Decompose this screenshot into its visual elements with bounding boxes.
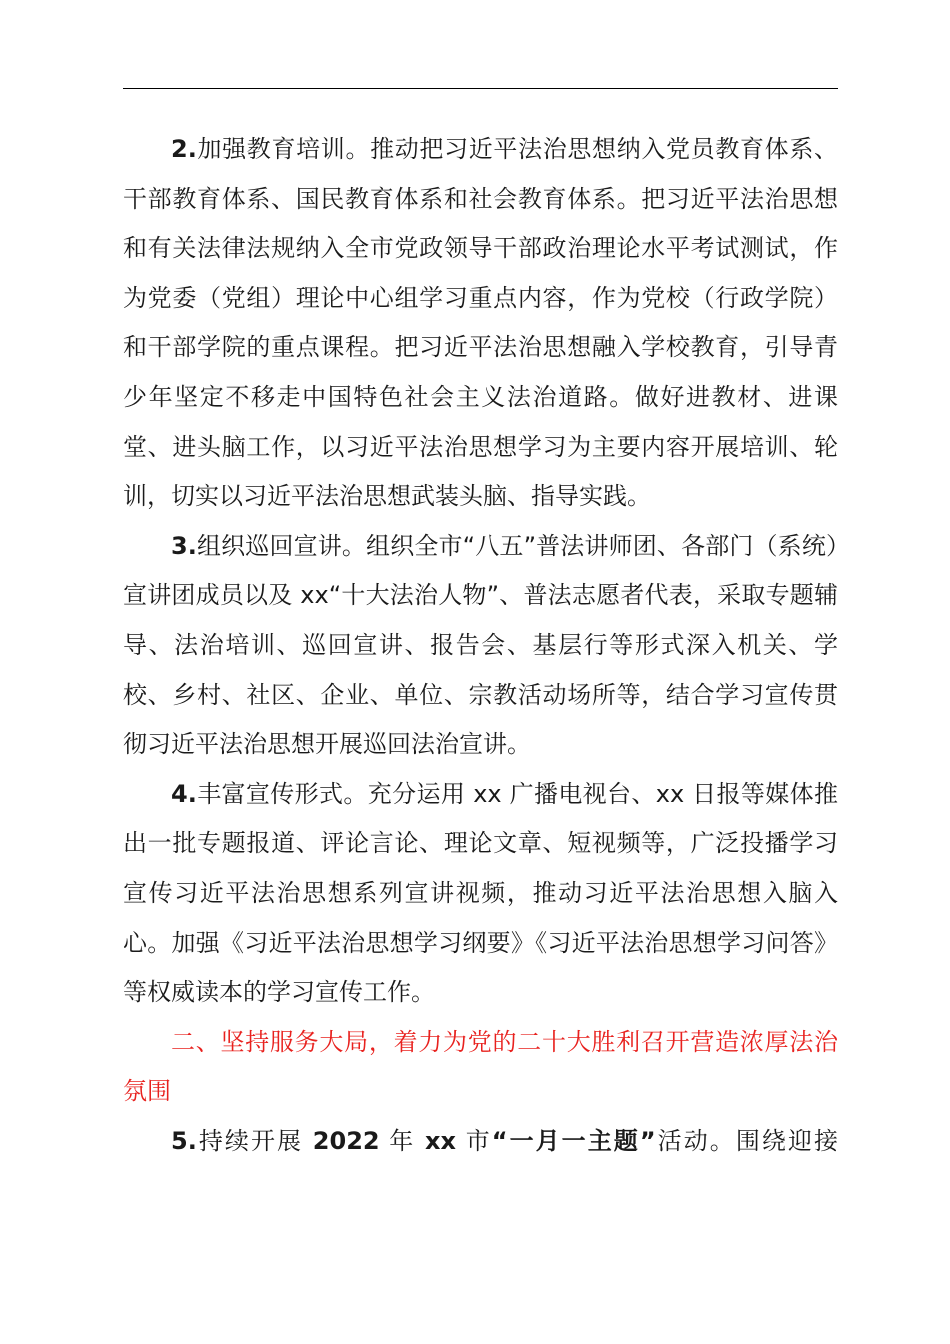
paragraph-5 — [123, 1117, 838, 1167]
year-value: 2022 — [312, 1126, 380, 1155]
city-name: xx — [425, 1126, 456, 1155]
paragraph-lead: 持续开展 — [196, 1126, 304, 1155]
paragraph-number: 4. — [171, 779, 197, 808]
document-body — [123, 125, 838, 1166]
city-unit: 市 — [465, 1126, 492, 1155]
theme-title: “一月一主题” — [491, 1126, 656, 1155]
paragraph-text: 组织巡回宣讲。组织全市“八五”普法讲师团、各部门（系统）宣讲团成员以及 xx“十大法治人物”、普法志愿者代表，采取专题辅导、法治培训、巡回宣讲、报告会、基层行等形式深入机关、学校、乡村、社区、企业、单位、宗教活动场所等，结合学习宣传贯彻习近平法治思想开展巡回法治宣讲。 — [123, 531, 838, 759]
paragraph-number: 3. — [171, 531, 197, 560]
paragraph-3 — [123, 522, 838, 770]
paragraph-2 — [123, 125, 838, 522]
header-rule — [123, 88, 838, 89]
paragraph-number: 5. — [171, 1126, 197, 1155]
paragraph-text: 丰富宣传形式。充分运用 xx 广播电视台、xx 日报等媒体推出一批专题报道、评论言论、理论文章、短视频等，广泛投播学习宣传习近平法治思想系列宣讲视频，推动习近平法治思想入脑入心。加强《习近平法治思想学习纲要》《习近平法治思想学习问答》等权威读本的学习宣传工作。 — [123, 779, 838, 1007]
paragraph-4 — [123, 770, 838, 1018]
paragraph-tail: 活动。围绕迎接 — [655, 1126, 839, 1155]
paragraph-text: 加强教育培训。推动把习近平法治思想纳入党员教育体系、干部教育体系、国民教育体系和社会教育体系。把习近平法治思想和有关法律法规纳入全市党政领导干部政治理论水平考试测试，作为党委（党组）理论中心组学习重点内容，作为党校（行政学院）和干部学院的重点课程。把习近平法治思想融入学校教育，引导青少年坚定不移走中国特色社会主义法治道路。做好进教材、进课堂、进头脑工作，以习近平法治思想学习为主要内容开展培训、轮训，切实以习近平法治思想武装头脑、指导实践。 — [123, 135, 838, 511]
section-heading: 二、坚持服务大局，着力为党的二十大胜利召开营造浓厚法治氛围 — [123, 1027, 838, 1106]
year-unit: 年 — [389, 1126, 416, 1155]
paragraph-number: 2. — [171, 135, 197, 163]
